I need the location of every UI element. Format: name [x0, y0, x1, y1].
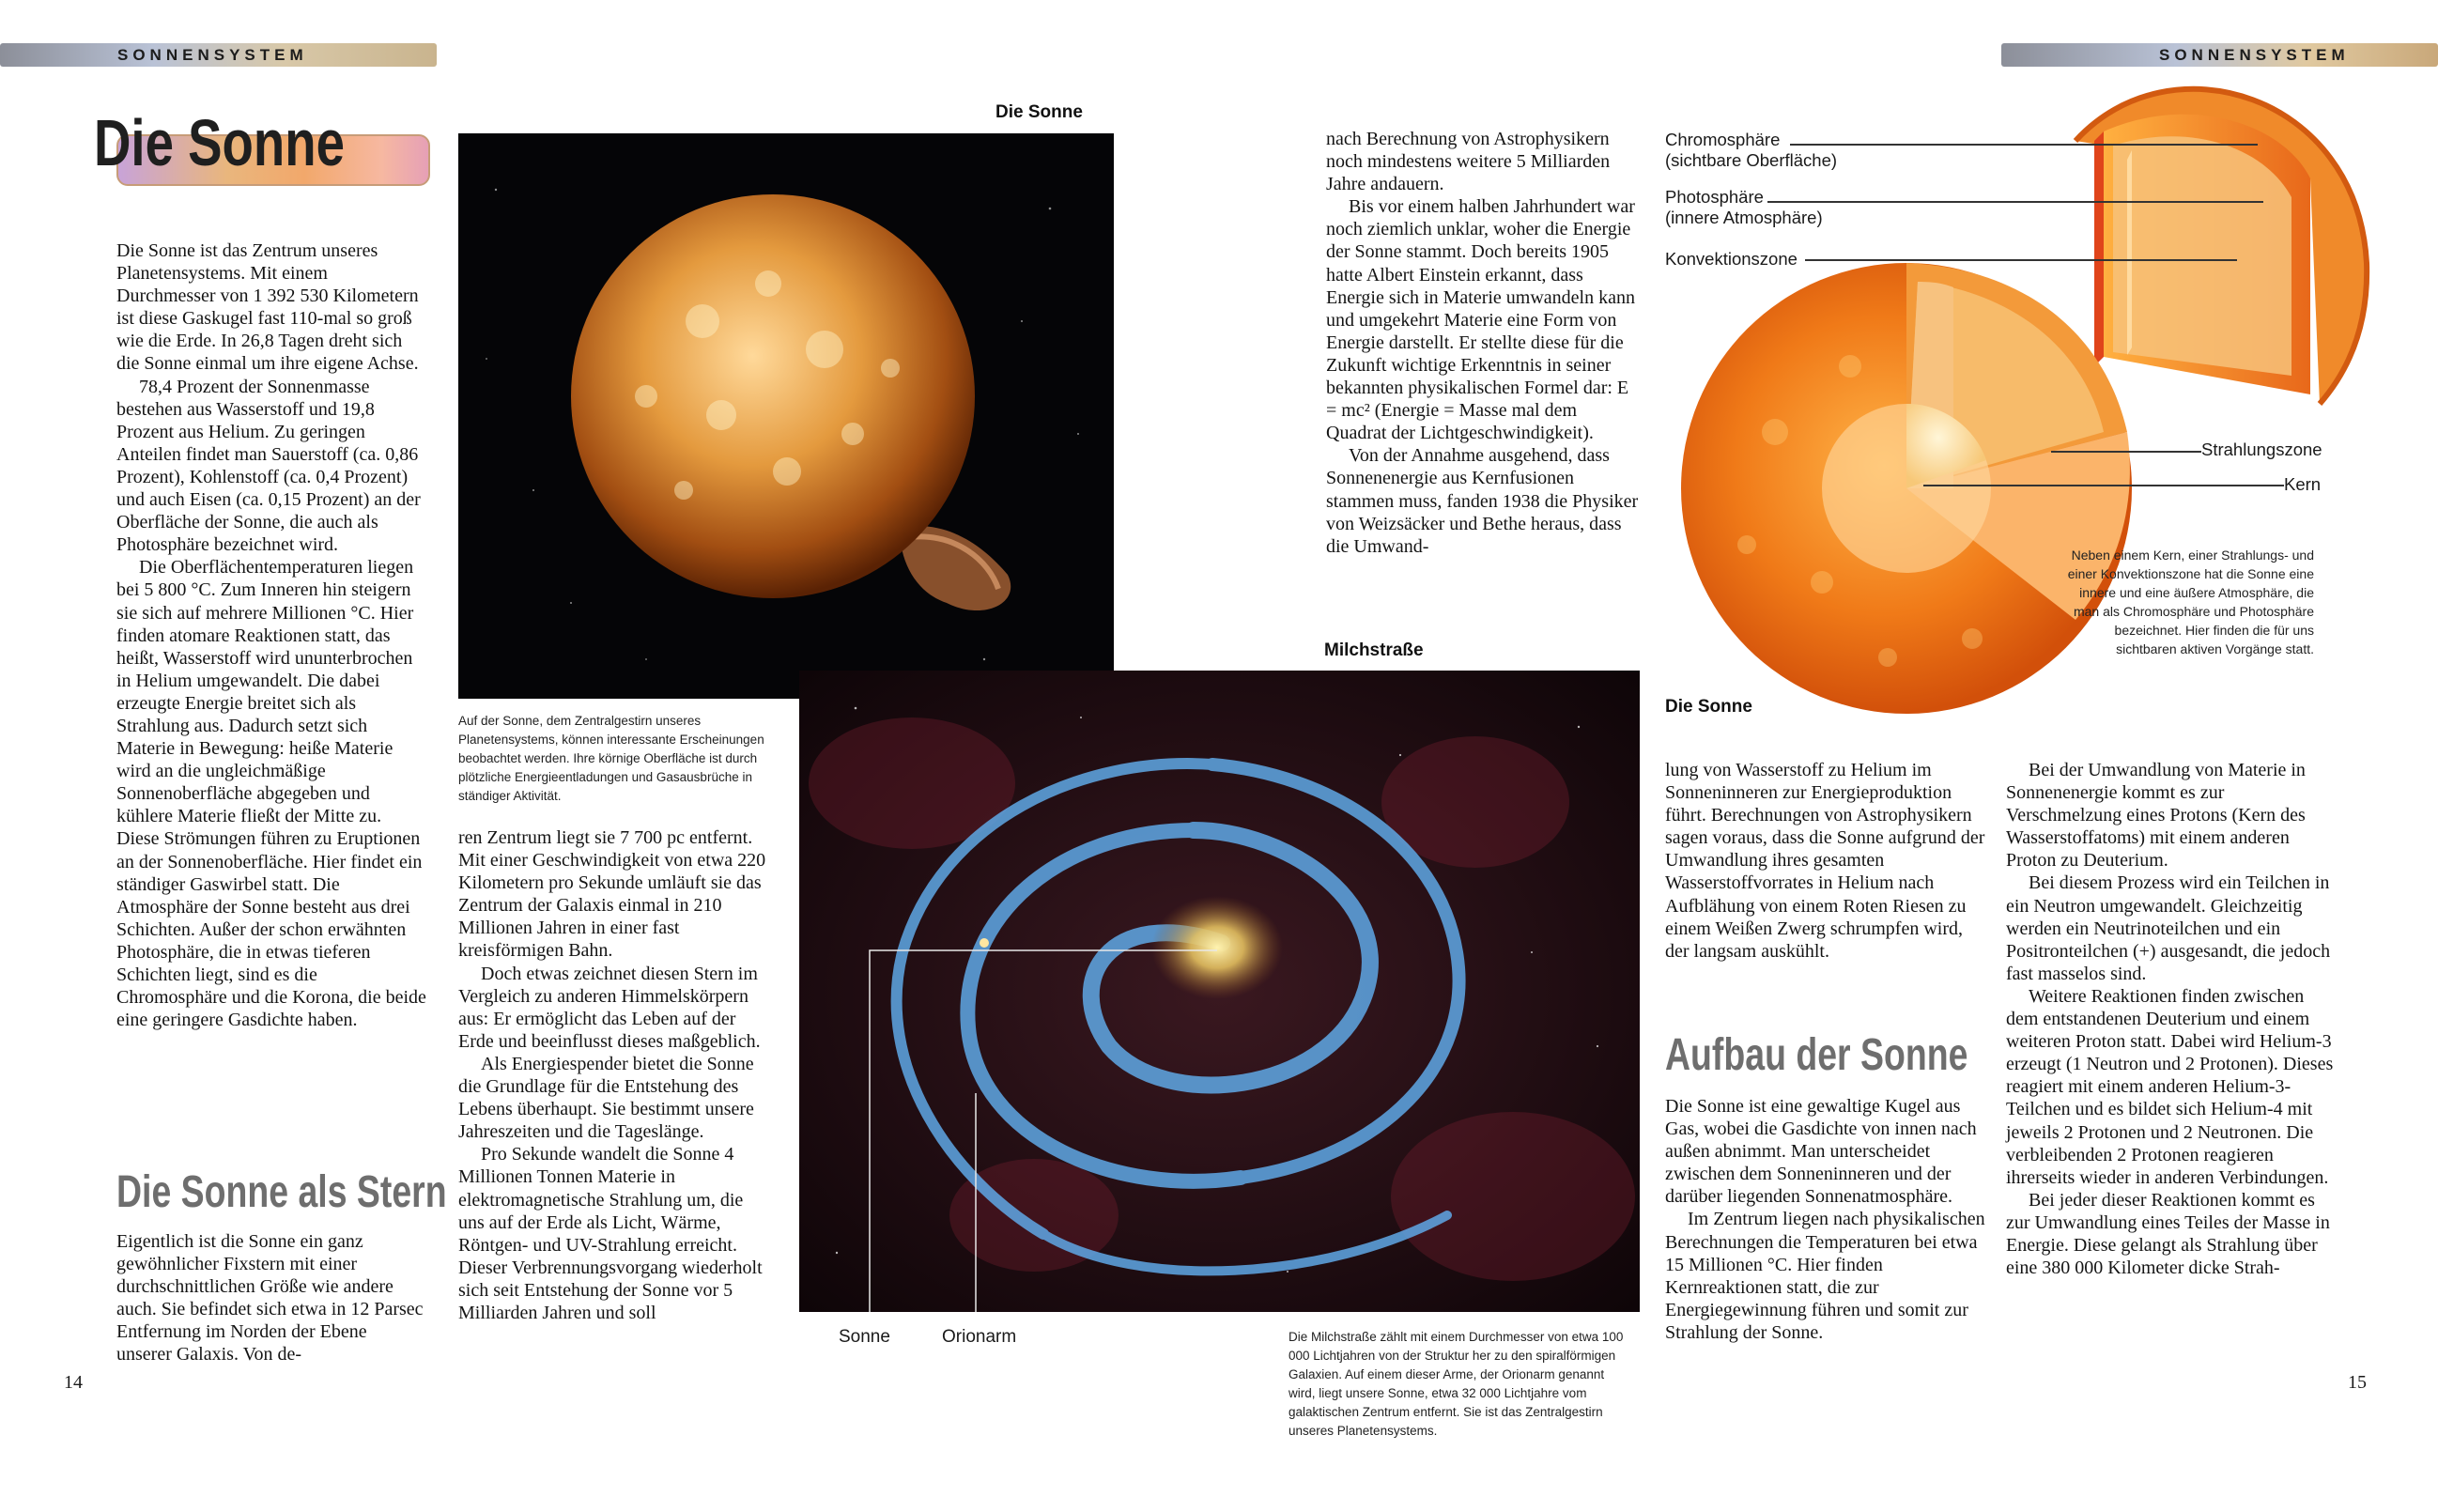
chromosphere-leader	[1790, 144, 2258, 146]
paragraph: Bei diesem Prozess wird ein Teilchen in ein Neutron umgewandelt. Gleichzeitig werden ein Neutrinoteilchen und ein Positronteilchen (+) ausgesandt, die jedoch fast masselos sind.	[2006, 872, 2331, 984]
paragraph: Die Sonne ist eine gewaltige Kugel aus Gas, wobei die Gasdichte von innen nach außen abnimmt. Man unterscheidet zwischen dem Sonneninneren und der darüber liegenden Sonnenatmosphäre.	[1665, 1096, 1977, 1208]
left-header-label: SONNENSYSTEM	[117, 46, 308, 64]
paragraph: Als Energiespender bietet die Sonne die Grundlage für die Entstehung des Lebens überhaupt. Sie bestimmt unsere Jahreszeiten und die Tageslänge.	[458, 1053, 754, 1143]
label-chromosphere: Chromosphäre	[1665, 130, 1781, 149]
sun-image-label: Die Sonne	[995, 102, 1083, 122]
label-chromosphere-sub: (sichtbare Oberfläche)	[1665, 150, 1838, 170]
paragraph: Doch etwas zeichnet diesen Stern im Vergleich zu anderen Himmelskörpern aus: Er ermöglicht das Leben auf der Erde und beeinflusst dieses maßgeblich.	[458, 963, 761, 1052]
paragraph: Pro Sekunde wandelt die Sonne 4 Millionen Tonnen Materie in elektromagnetische Strahlung um, die uns auf der Erde als Licht, Wärme, Röntgen- und UV-Strahlung erreicht. Dieser Verbrennungsvorgang wiederholt sich seit Entstehung der Sonne vor 5 Milliarden Jahren und soll	[458, 1144, 763, 1323]
section-title-aufbau: Aufbau der Sonne	[1665, 1030, 1968, 1080]
label-core: Kern	[2284, 474, 2322, 494]
paragraph: Die Oberflächentemperaturen liegen bei 5 800 °C. Zum Inneren hin steigern sie sich auf mehrere Millionen °C. Hier finden atomare Reaktionen statt, das heißt, Wasserstoff wird ununterbrochen in Helium umgewandelt. Die dabei erzeugte Energie breitet sich als Strahlung aus. Dadurch setzt sich Materie in Bewegung: heiße Materie wird an die ungleichmäßige Sonnenoberfläche abgegeben und kühlere Materie fließt der Mitte zu. Diese Strömungen führen zu Eruptionen an der Sonnenoberfläche. Hier findet ein ständiger Gaswirbel statt. Die Atmosphäre der Sonne besteht aus drei Schichten. Außer der schon erwähnten Photosphäre, die in etwas tieferen Schichten liegt, sind es die Chromosphäre und die Korona, die beide eine geringere Gasdichte haben.	[116, 557, 426, 1031]
page-number-left: 14	[64, 1372, 83, 1393]
right-header-label: SONNENSYSTEM	[2159, 46, 2350, 64]
intro-text-column	[116, 239, 426, 1031]
label-convection: Konvektionszone	[1665, 249, 1798, 269]
galaxy-image-label: Milchstraße	[1324, 640, 1424, 660]
page-number-right: 15	[2348, 1372, 2367, 1393]
paragraph: Eigentlich ist die Sonne ein ganz gewöhnlicher Fixstern mit einer durchschnittlichen Größe wie andere auch. Sie befindet sich etwa in 12 Parsec Entfernung im Norden der Ebene unserer Galaxis. Von de-	[116, 1231, 424, 1365]
label-radiation: Strahlungszone	[2201, 440, 2322, 459]
paragraph: Bei der Umwandlung von Materie in Sonnenenergie kommt es zur Verschmelzung eines Protons (Kern des Wasserstoffatoms) mit einem anderen Proton zu Deuterium.	[2006, 760, 2306, 872]
sun-photo	[458, 133, 1114, 699]
sun-caption: Auf der Sonne, dem Zentralgestirn unseres Planetensystems, können interessante Erscheinungen beobachtet werden. Ihre körnige Oberfläche ist durch plötzliche Energieentladungen und Gasausbrüche in ständiger Aktivität.	[458, 714, 764, 803]
core-leader	[1923, 485, 2284, 486]
label-photosphere-sub: (innere Atmosphäre)	[1665, 208, 1823, 227]
galaxy-marker-orion: Orionarm	[942, 1327, 1017, 1347]
paragraph: 78,4 Prozent der Sonnenmasse bestehen aus Wasserstoff und 19,8 Prozent aus Helium. Zu geringen Anteilen findet man Sauerstoff (ca. 0,86 Prozent), Kohlenstoff (ca. 0,4 Prozent) und auch Eisen (ca. 0,15 Prozent) an der Oberfläche der Sonne, die auch als Photosphäre bezeichnet wird.	[116, 376, 421, 556]
aufbau-text-column	[1665, 1095, 1989, 1344]
left-header-bar	[0, 43, 437, 67]
stern-text-column	[116, 1230, 426, 1366]
paragraph: Von der Annahme ausgehend, dass Sonnenenergie aus Kernfusionen stammen muss, fanden 1938 die Physiker von Weizsäcker und Bethe heraus, dass die Umwand-	[1326, 445, 1639, 557]
paragraph: lung von Wasserstoff zu Helium im Sonneninneren zur Energieproduktion führt. Berechnungen von Astrophysikern sagen voraus, dass die Sonne aufgrund der Umwandlung ihres gesamten Wasserstoffvorrates in Helium nach Aufblähung von einem Roten Riesen zu einem Weißen Zwerg schrumpfen wird, der langsam auskühlt.	[1665, 760, 1985, 962]
paragraph: ren Zentrum liegt sie 7 700 pc entfernt. Mit einer Geschwindigkeit von etwa 220 Kilometern pro Sekunde umläuft sie das Zentrum der Galaxis einmal in 210 Millionen Jahren in einer fast kreisförmigen Bahn.	[458, 827, 766, 962]
paragraph: Bis vor einem halben Jahrhundert war noch ziemlich unklar, woher die Energie der Sonne stammt. Doch bereits 1905 hatte Albert Einstein erkannt, dass Energie sich in Materie umwandeln kann und umgekehrt Materie eine Form von Energie darstellt. Er stellte diese für die Zukunft wichtige Erkenntnis in seiner bekannten physikalischen Formel dar: E = mc² (Energie = Masse mal dem Quadrat der Lichtgeschwindigkeit).	[1326, 196, 1635, 444]
paragraph: Die Sonne ist das Zentrum unseres Planetensystems. Mit einem Durchmesser von 1 392 530 Kilometern ist diese Gaskugel fast 110-mal so groß wie die Erde. In 26,8 Tagen dreht sich die Sonne einmal um ihre eigene Achse.	[116, 240, 419, 375]
right-top-text-column	[1326, 128, 1641, 558]
radiation-leader	[2051, 451, 2201, 453]
galaxy-photo	[799, 671, 1640, 1312]
paragraph: nach Berechnung von Astrophysikern noch mindestens weitere 5 Milliarden Jahre andauern.	[1326, 129, 1611, 195]
right-col4-text	[2006, 759, 2335, 1279]
convection-leader	[1805, 259, 2237, 261]
galaxy-photo-graphic	[799, 671, 1640, 1312]
photosphere-leader	[1767, 201, 2263, 203]
paragraph: Im Zentrum liegen nach physikalischen Berechnungen die Temperaturen bei etwa 15 Millionen °C. Hier finden Kernreaktionen statt, die zur Energiegewinnung führen und somit zur Strahlung der Sonne.	[1665, 1209, 1985, 1343]
paragraph: Bei jeder dieser Reaktionen kommt es zur Umwandlung eines Teiles der Masse in Energie. Diese gelangt als Strahlung über eine 380 000 Kilometer dicke Strah-	[2006, 1189, 2330, 1279]
middle-text-column	[458, 826, 770, 1324]
right-col3-text	[1665, 759, 1989, 963]
page-title: Die Sonne	[94, 106, 345, 179]
label-photosphere: Photosphäre	[1665, 187, 1764, 207]
section-title-stern: Die Sonne als Stern	[116, 1167, 447, 1217]
sun-photo-graphic	[458, 133, 1114, 699]
galaxy-caption: Die Milchstraße zählt mit einem Durchmesser von etwa 100 000 Lichtjahren von der Struktur her zu den spiralförmigen Galaxien. Auf einem dieser Arme, der Orionarm genannt wird, liegt unsere Sonne, etwa 32 000 Lichtjahre vom galaktischen Zentrum entfernt. Sie ist das Zentralgestirn unseres Planetensystems.	[1288, 1330, 1624, 1438]
galaxy-marker-sun: Sonne	[839, 1327, 890, 1347]
diagram-caption: Neben einem Kern, einer Strahlungs- und einer Konvektionszone hat die Sonne eine innere und eine äußere Atmosphäre, die man als Chromosphäre und Photosphäre bezeichnet. Hier finden die für uns sichtbaren aktiven Vorgänge statt.	[2067, 548, 2314, 656]
diagram-title: Die Sonne	[1665, 697, 1752, 717]
paragraph: Weitere Reaktionen finden zwischen dem entstandenen Deuterium und einem weiteren Proton statt. Dabei wird Helium-3 erzeugt (1 Neutron und 2 Protonen). Dieses reagiert mit einem anderen Helium-3-Teilchen und es bildet sich Helium-4 mit jeweils 2 Protonen und 2 Neutronen. Die verbleibenden 2 Protonen reagieren ihrerseits wieder in anderen Verbindungen.	[2006, 985, 2334, 1188]
